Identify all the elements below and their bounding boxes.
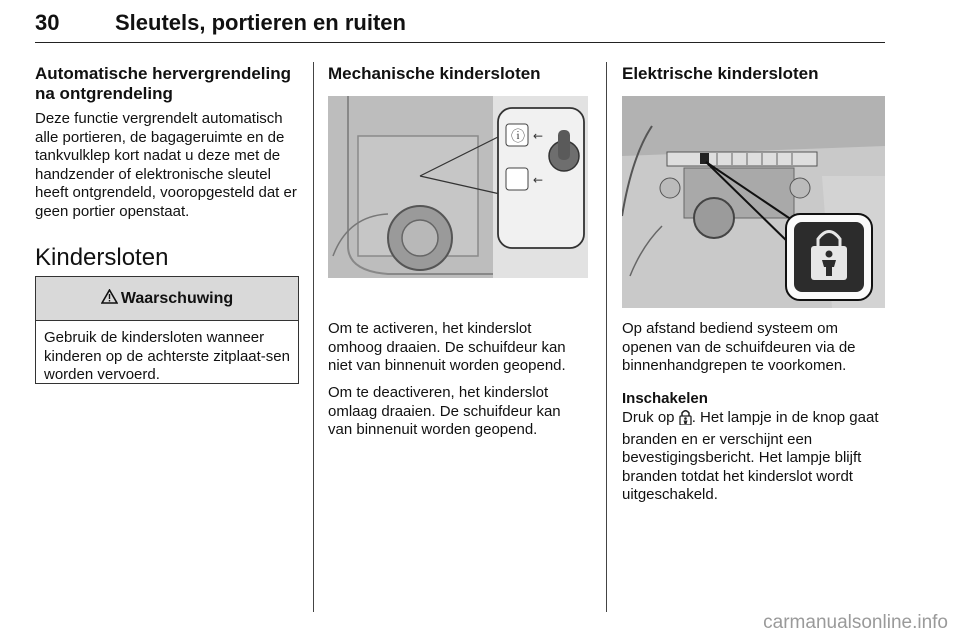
mechanical-deactivate-text: Om te deactiveren, het kinderslot omlaag draaien. De schuifdeur kan van binnenuit worden geopend. bbox=[328, 384, 561, 438]
page-title: Sleutels, portieren en ruiten bbox=[115, 10, 406, 35]
watermark: carmanualsonline.info bbox=[763, 612, 948, 633]
enable-text-suffix: . Het lampje in de knop gaat branden en er verschijnt een bevestigingsbericht. Het lampje blijft branden totdat het kinderslot wordt uitgeschakeld. bbox=[622, 409, 879, 503]
enable-text-prefix: Druk op bbox=[622, 409, 679, 426]
column-right bbox=[622, 64, 887, 503]
enable-subheading: Inschakelen bbox=[622, 390, 708, 407]
warning-box bbox=[35, 276, 299, 384]
page-header bbox=[35, 8, 885, 43]
warning-triangle-icon bbox=[101, 289, 118, 309]
enable-instructions bbox=[622, 409, 887, 505]
electric-description-text: Op afstand bediend systeem om openen van de schuifdeuren via de binnenhandgrepen te voorkomen. bbox=[622, 320, 856, 374]
section-title: Kindersloten bbox=[35, 244, 169, 271]
column-middle bbox=[328, 64, 588, 438]
column-divider bbox=[313, 62, 314, 612]
svg-text:←: ← bbox=[533, 173, 544, 187]
child-lock-icon bbox=[679, 409, 692, 431]
svg-text:←: ← bbox=[533, 129, 544, 143]
mechanical-lock-figure bbox=[328, 96, 588, 278]
column-divider bbox=[606, 62, 607, 612]
electric-lock-heading: Elektrische kindersloten bbox=[622, 64, 819, 83]
warning-title: Waarschuwing bbox=[120, 289, 234, 307]
warning-header bbox=[36, 277, 298, 321]
column-left bbox=[35, 64, 300, 383]
auto-relock-heading: Automatische hervergrendeling na ontgrendeling bbox=[35, 64, 292, 103]
svg-text:ⓘ: ⓘ bbox=[511, 129, 525, 145]
mechanical-lock-heading: Mechanische kindersloten bbox=[328, 64, 541, 83]
auto-relock-text: Deze functie vergrendelt automatisch alle portieren, de bagageruimte en de tankvulklep kort nadat u deze met de handzender of elektronische sleutel heeft ontgrendeld, vooropgesteld dat er geen portier openstaat. bbox=[35, 110, 297, 220]
mechanical-activate-text: Om te activeren, het kinderslot omhoog draaien. De schuifdeur kan niet van binnenuit worden geopend. bbox=[328, 320, 566, 374]
electric-lock-figure bbox=[622, 96, 885, 308]
page-number: 30 bbox=[35, 10, 60, 35]
warning-text: Gebruik de kindersloten wanneer kinderen op de achterste zitplaat-sen worden vervoerd. bbox=[44, 329, 290, 383]
